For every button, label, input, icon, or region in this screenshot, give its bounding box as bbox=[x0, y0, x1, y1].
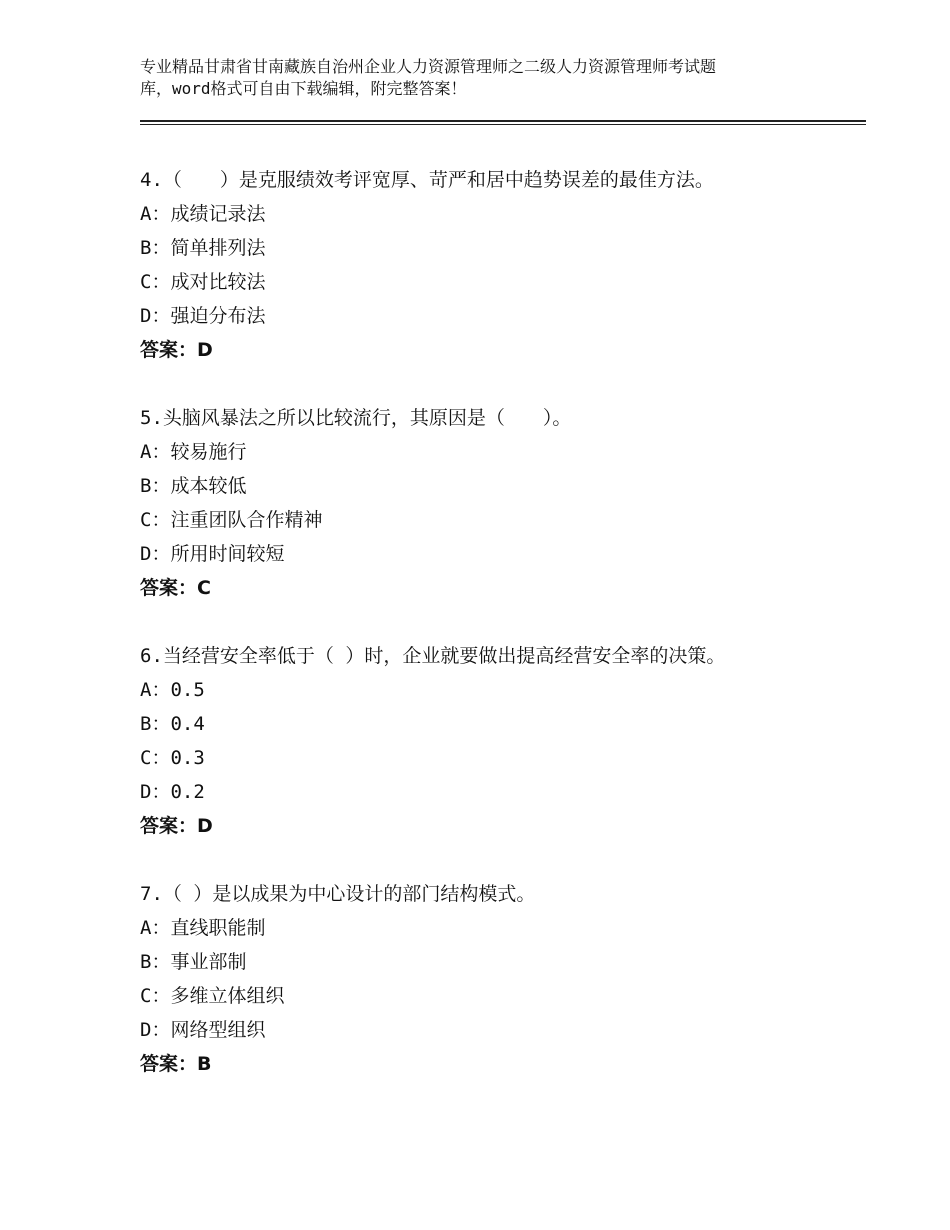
question-6 bbox=[140, 639, 840, 843]
option-c: C：0.3 bbox=[140, 747, 205, 769]
option-b: B：简单排列法 bbox=[140, 237, 266, 259]
question-4 bbox=[140, 163, 840, 367]
document-header bbox=[140, 56, 830, 100]
question-5 bbox=[140, 401, 840, 605]
option-a: A：较易施行 bbox=[140, 441, 247, 463]
header-title-line-2: 库，word格式可自由下载编辑，附完整答案！ bbox=[140, 79, 467, 98]
option-d: D：强迫分布法 bbox=[140, 305, 266, 327]
answer-label: 答案：C bbox=[140, 577, 211, 599]
option-a: A：直线职能制 bbox=[140, 917, 266, 939]
option-c: C：多维立体组织 bbox=[140, 985, 285, 1007]
question-stem: 4.（ ）是克服绩效考评宽厚、苛严和居中趋势误差的最佳方法。 bbox=[140, 169, 714, 191]
option-a: A：0.5 bbox=[140, 679, 205, 701]
option-c: C：成对比较法 bbox=[140, 271, 266, 293]
header-divider bbox=[140, 120, 866, 125]
option-b: B：成本较低 bbox=[140, 475, 247, 497]
answer-label: 答案：D bbox=[140, 339, 213, 361]
question-stem: 6.当经营安全率低于（ ）时，企业就要做出提高经营安全率的决策。 bbox=[140, 645, 726, 667]
option-b: B：事业部制 bbox=[140, 951, 247, 973]
divider-thin-line bbox=[140, 124, 866, 125]
question-7 bbox=[140, 877, 840, 1081]
header-title-line-1: 专业精品甘肃省甘南藏族自治州企业人力资源管理师之二级人力资源管理师考试题 bbox=[140, 57, 717, 76]
option-d: D：网络型组织 bbox=[140, 1019, 266, 1041]
answer-label: 答案：B bbox=[140, 1053, 212, 1075]
option-c: C：注重团队合作精神 bbox=[140, 509, 323, 531]
option-d: D：所用时间较短 bbox=[140, 543, 285, 565]
question-list bbox=[140, 163, 840, 1115]
answer-label: 答案：D bbox=[140, 815, 213, 837]
option-a: A：成绩记录法 bbox=[140, 203, 266, 225]
question-stem: 7.（ ）是以成果为中心设计的部门结构模式。 bbox=[140, 883, 536, 905]
question-stem: 5.头脑风暴法之所以比较流行，其原因是（ ）。 bbox=[140, 407, 572, 429]
option-b: B：0.4 bbox=[140, 713, 205, 735]
divider-thick-line bbox=[140, 120, 866, 122]
option-d: D：0.2 bbox=[140, 781, 205, 803]
